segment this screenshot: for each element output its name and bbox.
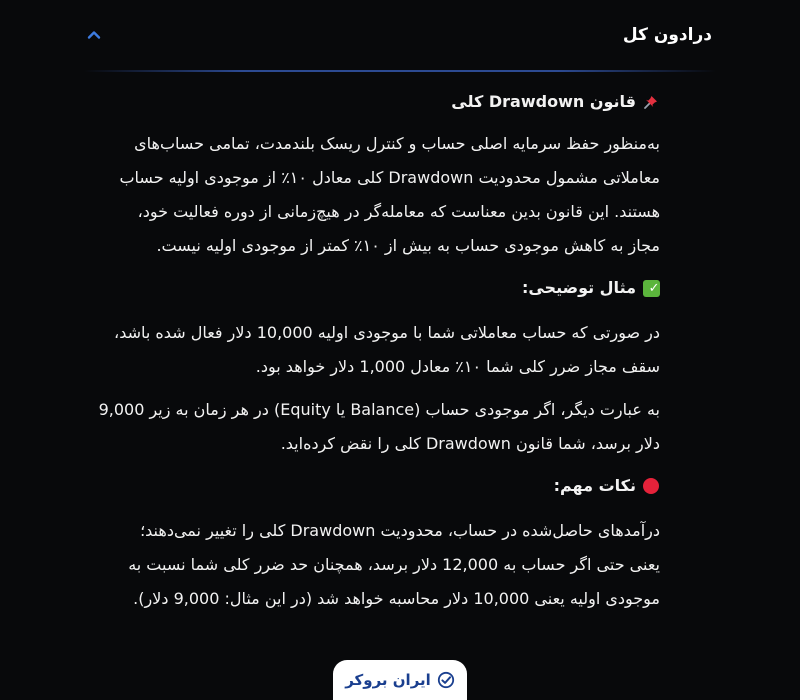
example-line: سقف مجاز ضرر کلی شما ۱۰٪ معادل 1,000 دلار خواهد بود. <box>255 357 660 376</box>
rule-paragraph <box>72 127 660 263</box>
example-line: در صورتی که حساب معاملاتی شما با موجودی اولیه 10,000 دلار فعال شده باشد، <box>114 323 660 342</box>
accordion-header[interactable] <box>80 0 720 70</box>
notes-heading-text: نکات مهم: <box>553 476 636 495</box>
notes-line: موجودی اولیه یعنی 10,000 دلار محاسبه خواهد شد (در این مثال: 9,000 دلار). <box>133 589 660 608</box>
chevron-up-icon[interactable] <box>82 23 106 47</box>
example-paragraph <box>72 316 660 384</box>
violation-paragraph <box>72 393 660 461</box>
brand-check-icon <box>437 671 455 689</box>
check-mark-icon: ✓ <box>642 279 660 297</box>
rule-line: به‌منظور حفظ سرمایه اصلی حساب و کنترل ریسک بلندمدت، تمامی حساب‌های <box>134 134 660 153</box>
violation-line: به عبارت دیگر، اگر موجودی حساب (Balance یا Equity) در هر زمان به زیر 9,000 <box>98 400 660 419</box>
rule-heading-text: قانون Drawdown کلی <box>451 92 636 111</box>
pushpin-icon <box>642 93 660 111</box>
rule-line: مجاز به کاهش موجودی حساب به بیش از ۱۰٪ کمتر از موجودی اولیه نیست. <box>156 236 660 255</box>
notes-line: یعنی حتی اگر حساب به 12,000 دلار برسد، همچنان حد ضرر کلی شما نسبت به <box>128 555 660 574</box>
example-heading <box>72 272 660 304</box>
brand-logo <box>333 660 467 700</box>
header-divider <box>84 70 716 72</box>
accordion-title: درادون کل <box>622 25 712 45</box>
notes-heading <box>72 470 660 502</box>
example-heading-text: مثال توضیحی: <box>521 278 636 297</box>
rule-line: معاملاتی مشمول محدودیت Drawdown کلی معادل ۱۰٪ از موجودی اولیه حساب <box>119 168 660 187</box>
violation-line: دلار برسد، شما قانون Drawdown کلی را نقض کرده‌اید. <box>280 434 660 453</box>
red-circle-icon <box>642 477 660 495</box>
notes-paragraph <box>72 514 660 616</box>
accordion-content <box>72 86 660 616</box>
rule-heading <box>72 86 660 118</box>
rule-line: هستند. این قانون بدین معناست که معامله‌گر در هیچ‌زمانی از دوره فعالیت خود، <box>137 202 660 221</box>
brand-name: ایران بروکر <box>345 671 431 689</box>
notes-line: درآمدهای حاصل‌شده در حساب، محدودیت Drawdown کلی را تغییر نمی‌دهند؛ <box>140 521 660 540</box>
